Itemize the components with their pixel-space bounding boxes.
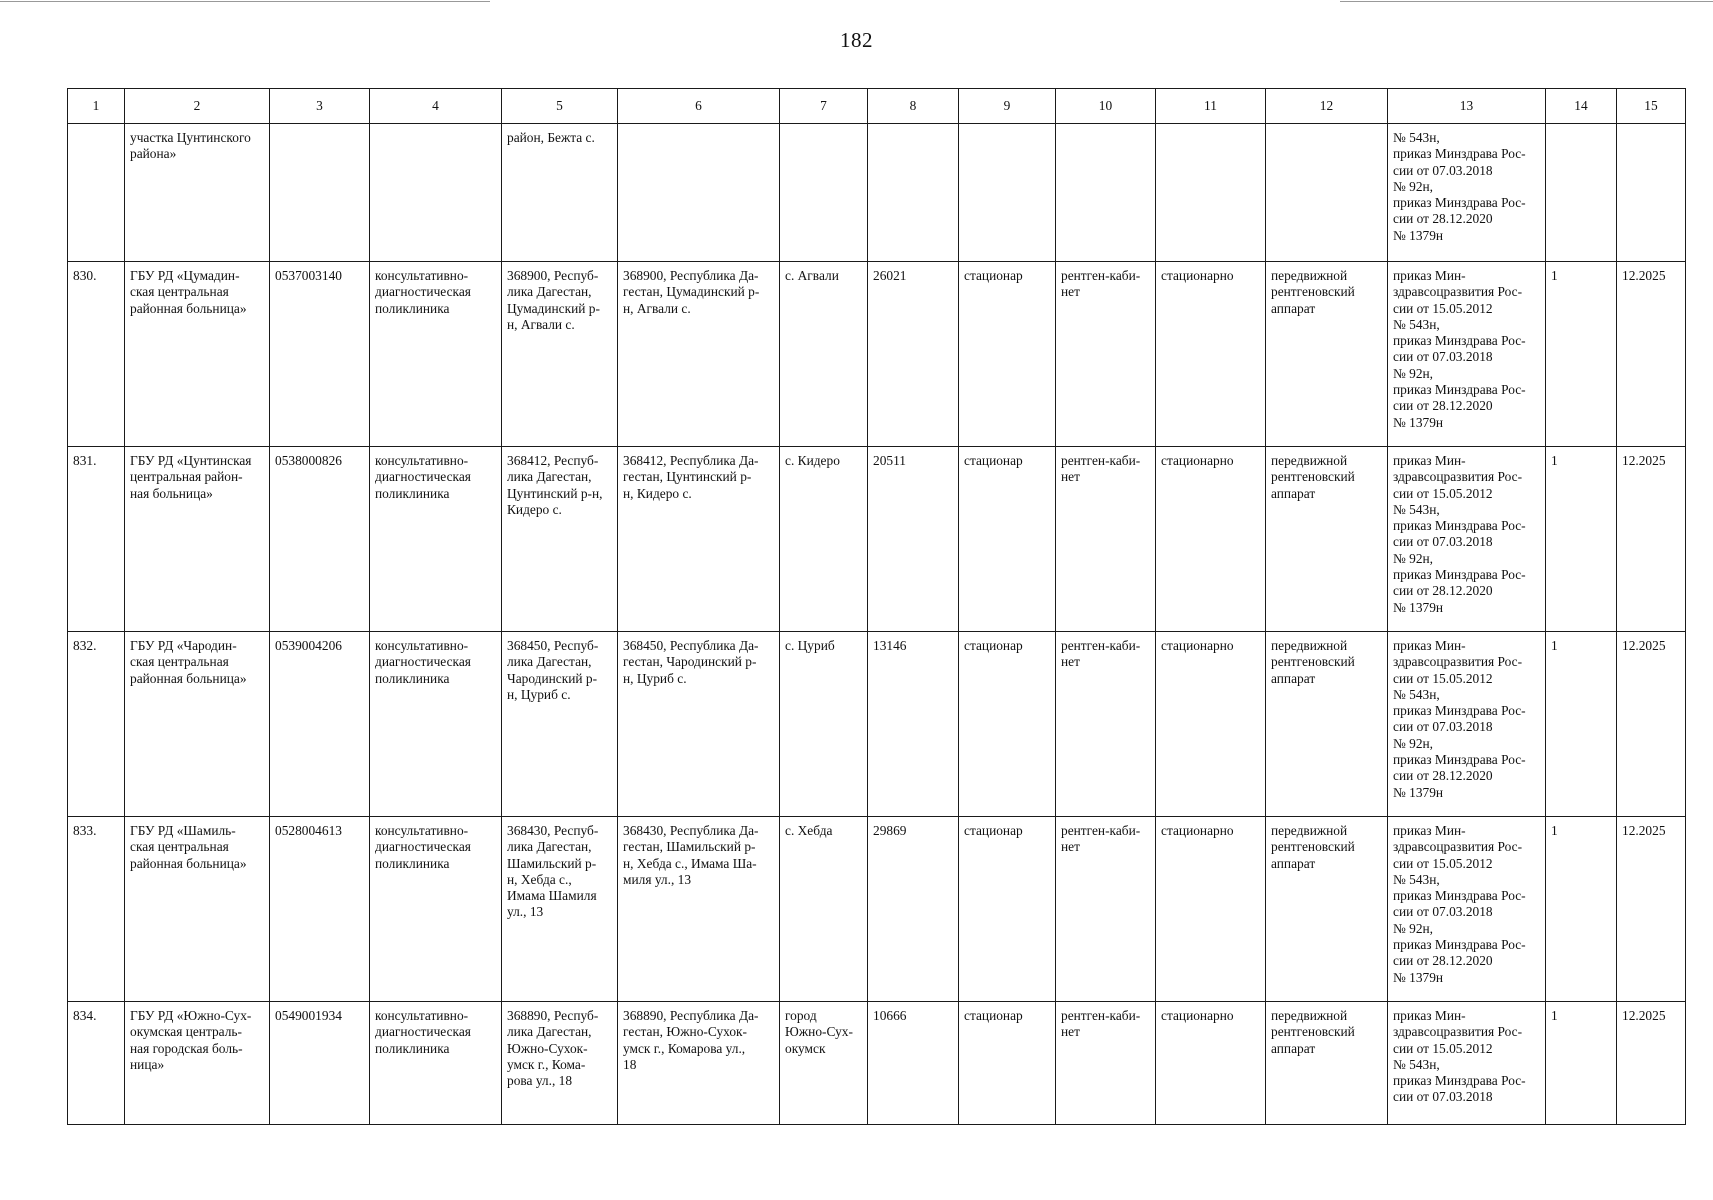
cell-condition: стационарно	[1156, 632, 1266, 817]
cell-qty: 1	[1546, 817, 1617, 1002]
column-header: 10	[1056, 89, 1156, 124]
registry-table	[67, 88, 1686, 1125]
cell-type: консультативно- диагностическая поликлиника	[370, 632, 502, 817]
cell-num: 834.	[68, 1002, 125, 1125]
scan-edge-line-left	[0, 1, 490, 2]
cell-care-form: стационар	[959, 262, 1056, 447]
cell-care-form: стационар	[959, 817, 1056, 1002]
cell-num: 832.	[68, 632, 125, 817]
cell-address-legal: 368890, Респуб- лика Дагестан, Южно-Сухок- умск г., Кома- рова ул., 18	[502, 1002, 618, 1125]
cell-unit: рентген-каби- нет	[1056, 262, 1156, 447]
scan-edge-line-right	[1340, 1, 1713, 2]
cell-docs: приказ Мин- здравсоцразвития Рос- сии от 15.05.2012 № 543н, приказ Минздрава Рос- сии от 07.03.2018	[1388, 1002, 1546, 1125]
cell-date: 12.2025	[1617, 447, 1686, 632]
cell-settlement: город Южно-Сух- окумск	[780, 1002, 868, 1125]
cell-code: 0539004206	[270, 632, 370, 817]
cell-date: 12.2025	[1617, 632, 1686, 817]
cell-date: 12.2025	[1617, 1002, 1686, 1125]
column-header: 5	[502, 89, 618, 124]
column-header: 8	[868, 89, 959, 124]
cell-address-legal: 368450, Респуб- лика Дагестан, Чародинский р- н, Цуриб с.	[502, 632, 618, 817]
column-header: 6	[618, 89, 780, 124]
table-row	[68, 1002, 1686, 1125]
cell-unit: рентген-каби- нет	[1056, 1002, 1156, 1125]
column-header: 15	[1617, 89, 1686, 124]
cell-condition: стационарно	[1156, 817, 1266, 1002]
cell-condition: стационарно	[1156, 447, 1266, 632]
cell-equipment: передвижной рентгеновский аппарат	[1266, 1002, 1388, 1125]
cell-address-legal: район, Бежта с.	[502, 124, 618, 262]
cell-docs: приказ Мин- здравсоцразвития Рос- сии от 15.05.2012 № 543н, приказ Минздрава Рос- сии от 07.03.2018 № 92н, приказ Минздрава Рос- сии от 28.12.2020 № 1379н	[1388, 817, 1546, 1002]
column-header: 9	[959, 89, 1056, 124]
cell-org: участка Цунтинского района»	[125, 124, 270, 262]
cell-population: 13146	[868, 632, 959, 817]
cell-address-actual: 368890, Республика Да- гестан, Южно-Сухок- умск г., Комарова ул., 18	[618, 1002, 780, 1125]
cell-docs: приказ Мин- здравсоцразвития Рос- сии от 15.05.2012 № 543н, приказ Минздрава Рос- сии от 07.03.2018 № 92н, приказ Минздрава Рос- сии от 28.12.2020 № 1379н	[1388, 632, 1546, 817]
cell-settlement	[780, 124, 868, 262]
cell-address-actual: 368450, Республика Да- гестан, Чародинский р- н, Цуриб с.	[618, 632, 780, 817]
cell-org: ГБУ РД «Цумадин- ская центральная районная больница»	[125, 262, 270, 447]
cell-code: 0549001934	[270, 1002, 370, 1125]
cell-settlement: с. Кидеро	[780, 447, 868, 632]
column-header: 11	[1156, 89, 1266, 124]
cell-population: 10666	[868, 1002, 959, 1125]
cell-address-actual	[618, 124, 780, 262]
cell-unit: рентген-каби- нет	[1056, 632, 1156, 817]
cell-org: ГБУ РД «Шамиль- ская центральная районная больница»	[125, 817, 270, 1002]
cell-condition	[1156, 124, 1266, 262]
cell-equipment: передвижной рентгеновский аппарат	[1266, 632, 1388, 817]
cell-care-form: стационар	[959, 1002, 1056, 1125]
cell-docs: № 543н, приказ Минздрава Рос- сии от 07.03.2018 № 92н, приказ Минздрава Рос- сии от 28.12.2020 № 1379н	[1388, 124, 1546, 262]
table-row-continuation	[68, 124, 1686, 262]
cell-docs: приказ Мин- здравсоцразвития Рос- сии от 15.05.2012 № 543н, приказ Минздрава Рос- сии от 07.03.2018 № 92н, приказ Минздрава Рос- сии от 28.12.2020 № 1379н	[1388, 262, 1546, 447]
cell-org: ГБУ РД «Чародин- ская центральная районная больница»	[125, 632, 270, 817]
cell-population: 26021	[868, 262, 959, 447]
cell-address-legal: 368412, Респуб- лика Дагестан, Цунтинский р-н, Кидеро с.	[502, 447, 618, 632]
cell-unit	[1056, 124, 1156, 262]
cell-org: ГБУ РД «Южно-Сух- окумская централь- ная городская боль- ница»	[125, 1002, 270, 1125]
column-header: 13	[1388, 89, 1546, 124]
cell-date: 12.2025	[1617, 817, 1686, 1002]
cell-population: 29869	[868, 817, 959, 1002]
cell-num: 831.	[68, 447, 125, 632]
cell-care-form: стационар	[959, 632, 1056, 817]
column-header: 1	[68, 89, 125, 124]
table-header-row	[68, 89, 1686, 124]
table-row	[68, 632, 1686, 817]
table-row	[68, 817, 1686, 1002]
table-row	[68, 262, 1686, 447]
cell-equipment: передвижной рентгеновский аппарат	[1266, 262, 1388, 447]
cell-care-form	[959, 124, 1056, 262]
column-header: 12	[1266, 89, 1388, 124]
cell-settlement: с. Хебда	[780, 817, 868, 1002]
cell-org: ГБУ РД «Цунтинская центральная район- ная больница»	[125, 447, 270, 632]
cell-population: 20511	[868, 447, 959, 632]
cell-equipment	[1266, 124, 1388, 262]
cell-address-actual: 368900, Республика Да- гестан, Цумадинский р- н, Агвали с.	[618, 262, 780, 447]
cell-date: 12.2025	[1617, 262, 1686, 447]
cell-address-legal: 368430, Респуб- лика Дагестан, Шамильский р- н, Хебда с., Имама Шамиля ул., 13	[502, 817, 618, 1002]
cell-qty: 1	[1546, 632, 1617, 817]
page-number: 182	[840, 28, 873, 52]
cell-type: консультативно- диагностическая поликлиника	[370, 262, 502, 447]
cell-population	[868, 124, 959, 262]
cell-date	[1617, 124, 1686, 262]
cell-equipment: передвижной рентгеновский аппарат	[1266, 447, 1388, 632]
cell-code: 0537003140	[270, 262, 370, 447]
cell-type	[370, 124, 502, 262]
cell-settlement: с. Агвали	[780, 262, 868, 447]
cell-address-actual: 368430, Республика Да- гестан, Шамильский р- н, Хебда с., Имама Ша- миля ул., 13	[618, 817, 780, 1002]
cell-qty: 1	[1546, 447, 1617, 632]
cell-unit: рентген-каби- нет	[1056, 447, 1156, 632]
column-header: 2	[125, 89, 270, 124]
cell-unit: рентген-каби- нет	[1056, 817, 1156, 1002]
cell-num: 830.	[68, 262, 125, 447]
cell-code: 0528004613	[270, 817, 370, 1002]
cell-settlement: с. Цуриб	[780, 632, 868, 817]
cell-address-legal: 368900, Респуб- лика Дагестан, Цумадинский р- н, Агвали с.	[502, 262, 618, 447]
column-header: 3	[270, 89, 370, 124]
cell-qty: 1	[1546, 262, 1617, 447]
cell-code	[270, 124, 370, 262]
column-header: 7	[780, 89, 868, 124]
cell-code: 0538000826	[270, 447, 370, 632]
cell-type: консультативно- диагностическая поликлиника	[370, 447, 502, 632]
cell-qty: 1	[1546, 1002, 1617, 1125]
cell-num: 833.	[68, 817, 125, 1002]
column-header: 4	[370, 89, 502, 124]
cell-condition: стационарно	[1156, 1002, 1266, 1125]
cell-num	[68, 124, 125, 262]
cell-type: консультативно- диагностическая поликлиника	[370, 817, 502, 1002]
cell-qty	[1546, 124, 1617, 262]
cell-address-actual: 368412, Республика Да- гестан, Цунтинский р- н, Кидеро с.	[618, 447, 780, 632]
cell-condition: стационарно	[1156, 262, 1266, 447]
cell-care-form: стационар	[959, 447, 1056, 632]
cell-type: консультативно- диагностическая поликлиника	[370, 1002, 502, 1125]
cell-docs: приказ Мин- здравсоцразвития Рос- сии от 15.05.2012 № 543н, приказ Минздрава Рос- сии от 07.03.2018 № 92н, приказ Минздрава Рос- сии от 28.12.2020 № 1379н	[1388, 447, 1546, 632]
table-row	[68, 447, 1686, 632]
cell-equipment: передвижной рентгеновский аппарат	[1266, 817, 1388, 1002]
column-header: 14	[1546, 89, 1617, 124]
